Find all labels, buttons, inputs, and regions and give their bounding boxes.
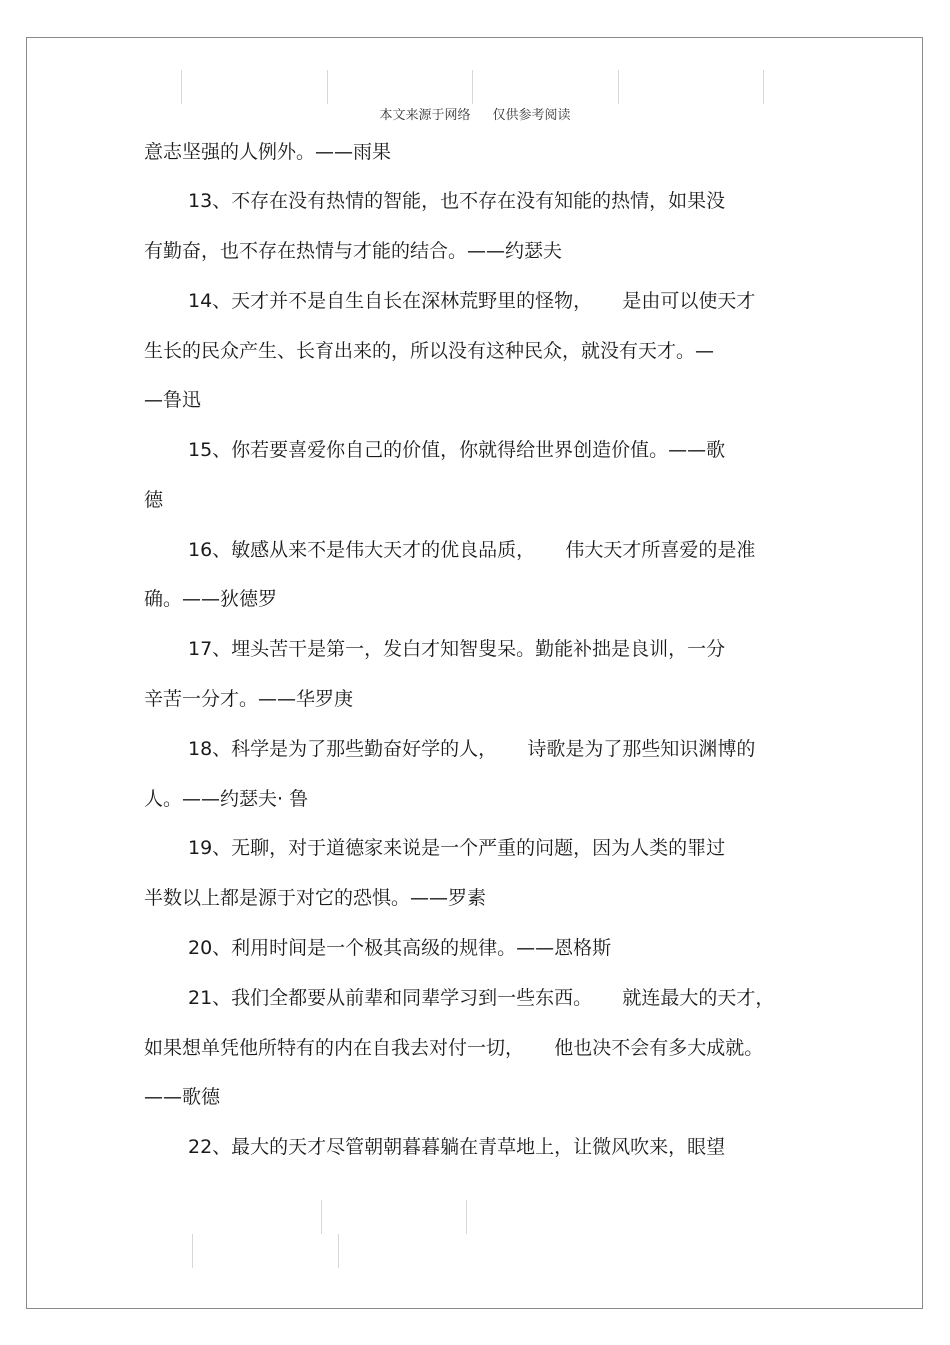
text-line: 16、敏感从来不是伟大天才的优良品质， 伟大天才所喜爱的是准 bbox=[188, 539, 756, 561]
page-header bbox=[0, 104, 950, 123]
text-line: 生长的民众产生、长育出来的，所以没有这种民众，就没有天才。— bbox=[144, 340, 715, 362]
text-line: 人。——约瑟夫· 鲁 bbox=[144, 788, 309, 810]
deco-line bbox=[327, 70, 328, 104]
text-line: 19、无聊，对于道德家来说是一个严重的问题，因为人类的罪过 bbox=[188, 837, 726, 859]
text-line: 13、不存在没有热情的智能，也不存在没有知能的热情，如果没 bbox=[188, 190, 726, 212]
text-line: 意志坚强的人例外。——雨果 bbox=[144, 141, 392, 163]
deco-line bbox=[466, 1200, 467, 1234]
text-line: 德 bbox=[144, 489, 164, 511]
deco-line bbox=[618, 70, 619, 104]
text-line: ——歌德 bbox=[144, 1086, 221, 1108]
deco-line bbox=[192, 1234, 193, 1268]
text-line: 17、埋头苦干是第一，发白才知智叟呆。勤能补拙是良训，一分 bbox=[188, 638, 726, 660]
text-line: 确。——狄德罗 bbox=[144, 588, 278, 610]
text-line: 20、利用时间是一个极其高级的规律。——恩格斯 bbox=[188, 937, 612, 959]
deco-line bbox=[763, 70, 764, 104]
header-reference-note: 仅供参考阅读 bbox=[492, 108, 571, 123]
deco-line bbox=[472, 70, 473, 104]
text-line: 辛苦一分才。——华罗庚 bbox=[144, 688, 354, 710]
deco-line bbox=[338, 1234, 339, 1268]
deco-line bbox=[321, 1200, 322, 1234]
text-line: 如果想单凭他所特有的内在自我去对付一切， 他也决不会有多大成就。 bbox=[144, 1037, 764, 1059]
text-line: 14、天才并不是自生自长在深林荒野里的怪物， 是由可以使天才 bbox=[188, 290, 756, 312]
text-line: 21、我们全都要从前辈和同辈学习到一些东西。 就连最大的天才， bbox=[188, 987, 775, 1009]
text-line: —鲁迅 bbox=[144, 389, 202, 411]
text-line: 22、最大的天才尽管朝朝暮暮躺在青草地上，让微风吹来，眼望 bbox=[188, 1136, 726, 1158]
text-line: 15、你若要喜爱你自己的价值，你就得给世界创造价值。——歌 bbox=[188, 439, 726, 461]
deco-line bbox=[181, 70, 182, 104]
header-source-note: 本文来源于网络 bbox=[379, 108, 471, 123]
text-line: 半数以上都是源于对它的恐惧。——罗素 bbox=[144, 887, 487, 909]
page-border bbox=[26, 37, 923, 1309]
text-line: 有勤奋，也不存在热情与才能的结合。——约瑟夫 bbox=[144, 240, 563, 262]
text-line: 18、科学是为了那些勤奋好学的人， 诗歌是为了那些知识渊博的 bbox=[188, 738, 756, 760]
